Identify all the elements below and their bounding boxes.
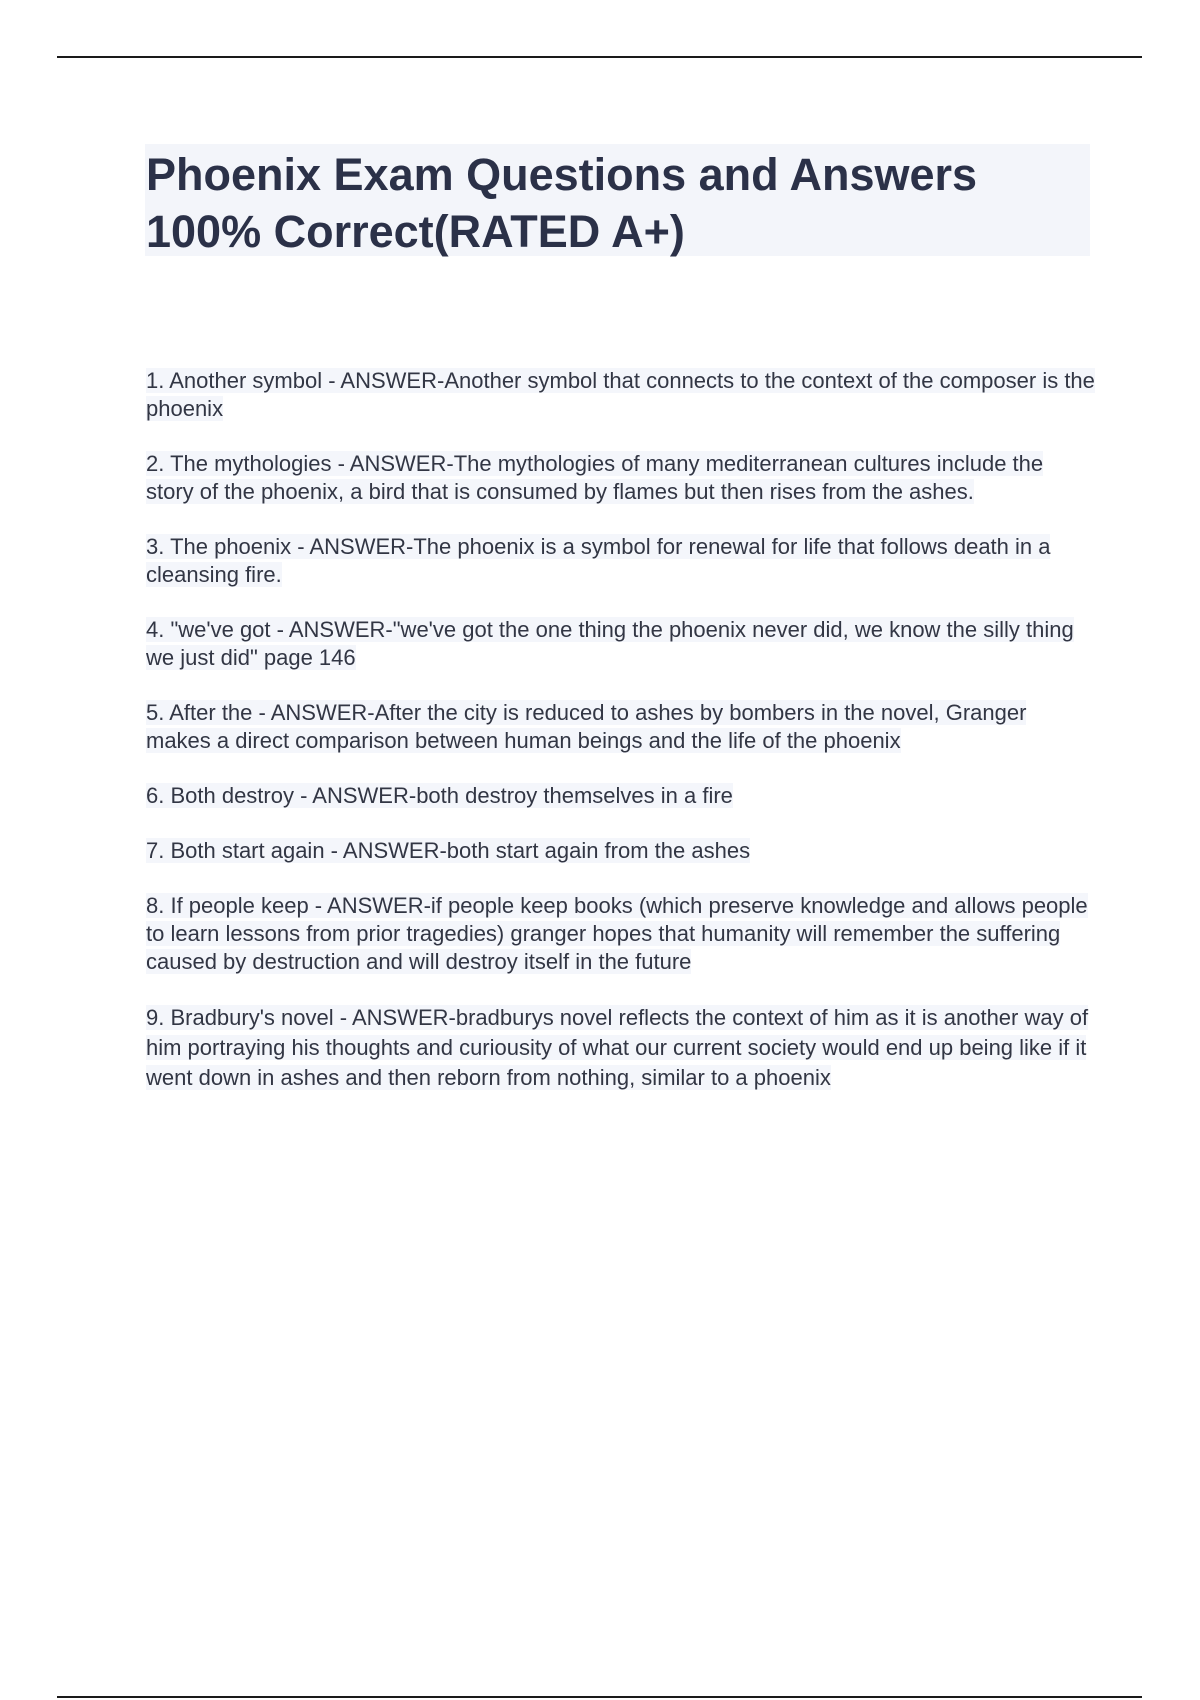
bottom-rule — [57, 1696, 1142, 1698]
top-rule — [57, 56, 1142, 58]
qa-list — [146, 367, 1096, 1120]
qa-text: 3. The phoenix - ANSWER-The phoenix is a symbol for renewal for life that follows death in a cleansing fire. — [146, 534, 1051, 587]
qa-text: 4. "we've got - ANSWER-"we've got the one thing the phoenix never did, we know the silly thing we just did" page 146 — [146, 617, 1074, 670]
list-item — [146, 782, 1096, 810]
list-item — [146, 533, 1096, 589]
list-item — [146, 1003, 1096, 1093]
list-item — [146, 450, 1096, 506]
list-item — [146, 367, 1096, 423]
qa-text: 8. If people keep - ANSWER-if people keep books (which preserve knowledge and allows people to learn lessons from prior tragedies) granger hopes that humanity will remember the suffering caused by destruction and will destroy itself in the future — [146, 893, 1088, 974]
qa-text: 2. The mythologies - ANSWER-The mythologies of many mediterranean cultures include the story of the phoenix, a bird that is consumed by flames but then rises from the ashes. — [146, 451, 1044, 504]
list-item — [146, 892, 1096, 976]
document-title: Phoenix Exam Questions and Answers 100% Correct(RATED A+) — [146, 149, 978, 257]
list-item — [146, 699, 1096, 755]
qa-text: 1. Another symbol - ANSWER-Another symbol that connects to the context of the composer is the phoenix — [146, 368, 1095, 421]
qa-text: 5. After the - ANSWER-After the city is reduced to ashes by bombers in the novel, Granger makes a direct comparison between human beings and the life of the phoenix — [146, 700, 1027, 753]
qa-text: 9. Bradbury's novel - ANSWER-bradburys novel reflects the context of him as it is another way of him portraying his thoughts and curiousity of what our current society would end up being like if it went down in ashes and then reborn from nothing, similar to a phoenix — [146, 1005, 1089, 1090]
list-item — [146, 616, 1096, 672]
qa-text: 6. Both destroy - ANSWER-both destroy themselves in a fire — [146, 783, 733, 808]
qa-text: 7. Both start again - ANSWER-both start again from the ashes — [146, 838, 751, 863]
list-item — [146, 837, 1096, 865]
